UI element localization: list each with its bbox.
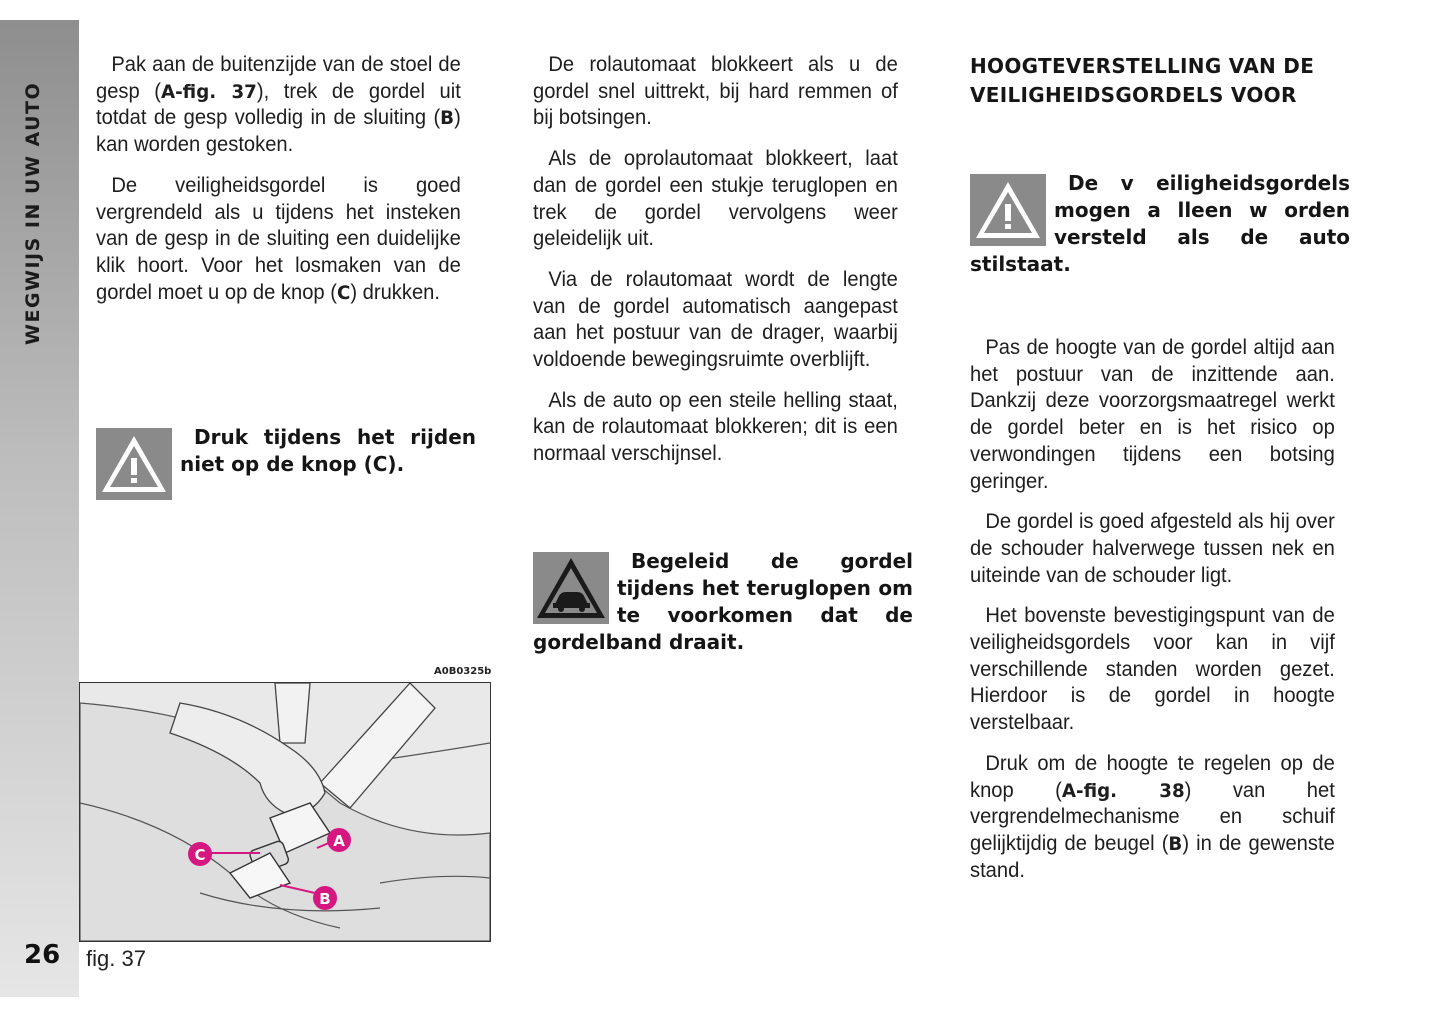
warning-triangle-icon bbox=[96, 428, 172, 500]
paragraph: Het bovenste bevestigingspunt van de veiligheidsgordels voor kan in vijf verschillende standen worden gezet. Hierdoor is de gordel in hoogte verstelbaar. bbox=[970, 604, 1335, 735]
label-a: A bbox=[333, 832, 345, 850]
paragraph: De rolautomaat blokkeert als u de gordel snel uittrekt, bij hard remmen of bij botsingen. bbox=[533, 53, 898, 130]
section-title: WEGWIJS IN UW AUTO bbox=[22, 81, 44, 345]
label-b: B bbox=[319, 890, 331, 908]
column-3-body bbox=[970, 335, 1350, 898]
paragraph: De gordel is goed afgesteld als hij over de schouder halverwege tussen nek en uiteinde van de schouder ligt. bbox=[970, 510, 1335, 587]
page-number: 26 bbox=[24, 940, 61, 970]
section-heading: HOOGTEVERSTELLING VAN DE VEILIGHEIDSGORDELS VOOR bbox=[970, 54, 1315, 107]
figure-code: A0B0325b bbox=[434, 666, 492, 677]
warning-box bbox=[96, 424, 476, 502]
column-2 bbox=[533, 52, 913, 482]
warning-box bbox=[970, 170, 1350, 278]
notice-box bbox=[533, 548, 913, 656]
paragraph: Pas de hoogte van de gordel altijd aan het postuur van de inzittende aan. Dankzij deze voorzorgsmaatregel werkt de gordel beter en is het risico op verwondingen tijdens een botsing geringer. bbox=[970, 336, 1335, 493]
car-notice-icon bbox=[533, 552, 609, 624]
figure-37 bbox=[79, 682, 491, 942]
column-1 bbox=[96, 52, 476, 320]
label-c: C bbox=[194, 846, 206, 864]
column-3 bbox=[970, 52, 1350, 110]
paragraph: De veiligheidsgordel is goed vergrendeld als u tijdens het insteken van de gesp in de sluiting een duidelijke klik hoort. Voor het losmaken van de gordel moet u op de knop (C) drukken. bbox=[96, 173, 461, 304]
warning-triangle-icon bbox=[970, 174, 1046, 246]
paragraph: Als de auto op een steile helling staat, kan de rolautomaat blokkeren; dit is een normaal verschijnsel. bbox=[533, 388, 898, 466]
warning-text: De v eiligheidsgordels mogen a lleen w orden versteld als de auto stilstaat. bbox=[970, 171, 1350, 276]
seatbelt-illustration bbox=[80, 683, 490, 941]
figure-caption: fig. 37 bbox=[86, 946, 146, 971]
notice-text: Begeleid de gordel tijdens het teruglopen om te voorkomen dat de gordelband draait. bbox=[533, 549, 913, 654]
paragraph: Pak aan de buitenzijde van de stoel de gesp (A-fig. 37), trek de gordel uit totdat de gesp volledig in de sluiting (B) kan worden gestoken. bbox=[96, 53, 461, 157]
warning-text: Druk tijdens het rijden niet op de knop (C). bbox=[180, 425, 476, 476]
paragraph: Druk om de hoogte te regelen op de knop (A-fig. 38) van het vergrendelmechanisme en schuif gelijktijdig de beugel (B) in de gewenste stand. bbox=[970, 751, 1335, 882]
paragraph: Als de oprolautomaat blokkeert, laat dan de gordel een stukje teruglopen en trek de gordel vervolgens weer geleidelijk uit. bbox=[533, 147, 898, 251]
paragraph: Via de rolautomaat wordt de lengte van de gordel automatisch aangepast aan het postuur van de drager, waarbij voldoende bewegingsruimte overblijft. bbox=[533, 267, 898, 372]
